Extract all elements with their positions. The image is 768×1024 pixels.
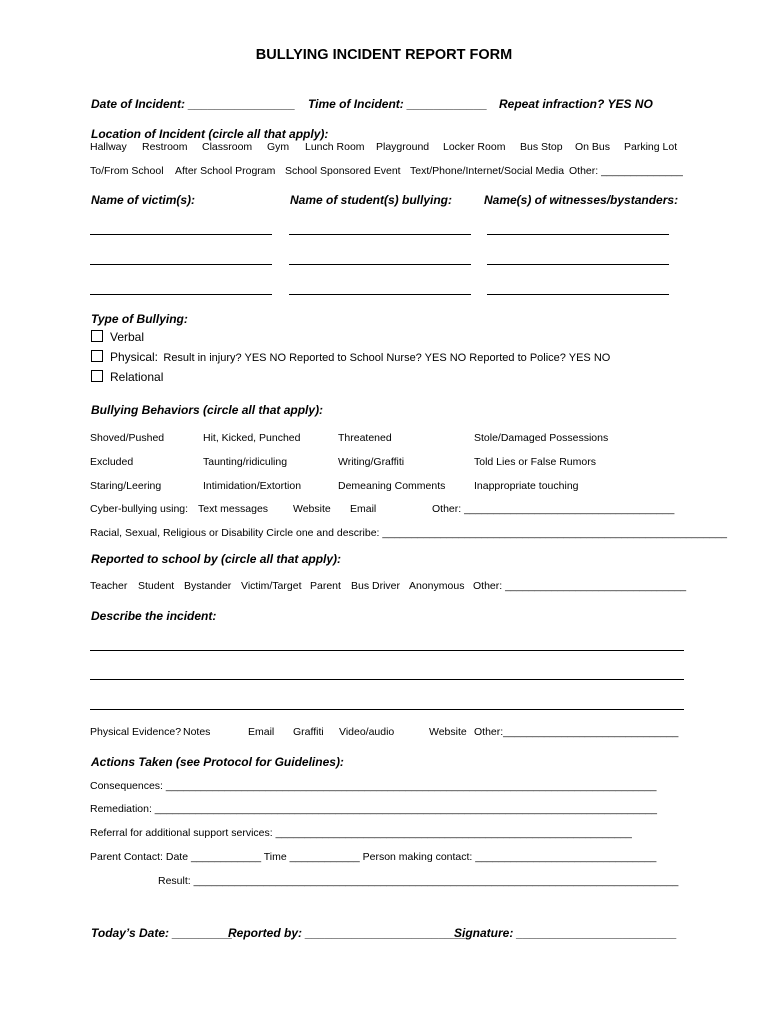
location-option[interactable]: Restroom — [142, 141, 188, 153]
location-option[interactable]: Bus Stop — [520, 141, 563, 153]
location-option[interactable]: Text/Phone/Internet/Social Media — [410, 165, 565, 177]
behavior-option[interactable]: Shoved/Pushed — [90, 432, 165, 444]
relational-option[interactable] — [91, 370, 163, 384]
witness-name-line[interactable] — [487, 294, 669, 295]
evidence-graffiti-option[interactable]: Graffiti — [293, 726, 324, 738]
victim-name-line[interactable] — [90, 294, 272, 295]
evidence-notes-option[interactable]: Notes — [183, 726, 211, 738]
location-option[interactable]: School Sponsored Event — [285, 165, 401, 177]
behavior-option[interactable]: Excluded — [90, 456, 134, 468]
physical-detail[interactable]: Result in injury? YES NO Reported to School Nurse? YES NO Reported to Police? YES NO — [163, 352, 611, 364]
behavior-option[interactable]: Threatened — [338, 432, 392, 444]
location-option[interactable]: To/From School — [90, 165, 164, 177]
location-option[interactable]: After School Program — [175, 165, 276, 177]
witness-name-line[interactable] — [487, 234, 669, 235]
cyber-website-option[interactable]: Website — [293, 503, 331, 515]
physical-checkbox[interactable] — [91, 350, 103, 362]
location-option[interactable]: Lunch Room — [305, 141, 365, 153]
victim-name-line[interactable] — [90, 264, 272, 265]
reported-heading: Reported to school by (circle all that apply): — [91, 552, 342, 566]
behavior-option[interactable]: Taunting/ridiculing — [203, 456, 288, 468]
victims-heading: Name of victim(s): — [91, 193, 196, 207]
behavior-option[interactable]: Hit, Kicked, Punched — [203, 432, 301, 444]
evidence-email-option[interactable]: Email — [248, 726, 275, 738]
type-of-bullying-heading: Type of Bullying: — [91, 312, 188, 326]
location-heading: Location of Incident (circle all that apply): — [91, 127, 329, 141]
reporter-option[interactable]: Bystander — [184, 580, 232, 592]
reporter-option[interactable]: Victim/Target — [241, 580, 302, 592]
physical-label: Physical: — [110, 350, 159, 364]
victim-name-line[interactable] — [90, 234, 272, 235]
behavior-option[interactable]: Demeaning Comments — [338, 480, 446, 492]
remediation-field[interactable]: Remediation: ______________________________________________________________________________________ — [90, 803, 657, 815]
parent-contact-field[interactable]: Parent Contact: Date ____________ Time ____________ Person making contact: _______________________________ — [90, 851, 657, 863]
verbal-option[interactable] — [91, 330, 144, 344]
location-option[interactable]: Playground — [376, 141, 430, 153]
student-bullying-name-line[interactable] — [289, 294, 471, 295]
behavior-option[interactable]: Writing/Graffiti — [338, 456, 405, 468]
time-of-incident-field[interactable]: Time of Incident: ____________ — [308, 97, 488, 111]
verbal-label: Verbal — [110, 330, 145, 344]
location-other-field[interactable]: Other: ______________ — [569, 165, 683, 177]
witness-name-line[interactable] — [487, 264, 669, 265]
behavior-option[interactable]: Stole/Damaged Possessions — [474, 432, 609, 444]
location-option[interactable]: Hallway — [90, 141, 127, 153]
behavior-option[interactable]: Staring/Leering — [90, 480, 162, 492]
evidence-other-field[interactable]: Other:______________________________ — [474, 726, 679, 738]
referral-field[interactable]: Referral for additional support services: _____________________________________________________________ — [90, 827, 632, 839]
evidence-video-option[interactable]: Video/audio — [339, 726, 395, 738]
location-option[interactable]: Gym — [267, 141, 290, 153]
cyber-email-option[interactable]: Email — [350, 503, 377, 515]
location-option[interactable]: On Bus — [575, 141, 611, 153]
cyber-other-field[interactable]: Other: ____________________________________ — [432, 503, 675, 515]
reporter-other-field[interactable]: Other: _______________________________ — [473, 580, 687, 592]
cyber-text-option[interactable]: Text messages — [198, 503, 269, 515]
student-bullying-name-line[interactable] — [289, 234, 471, 235]
date-of-incident-field[interactable]: Date of Incident: ________________ — [91, 97, 296, 111]
students-bullying-heading: Name of student(s) bullying: — [290, 193, 452, 207]
behavior-option[interactable]: Told Lies or False Rumors — [474, 456, 596, 468]
todays-date-field[interactable]: Today’s Date: _________ — [91, 926, 233, 940]
verbal-checkbox[interactable] — [91, 330, 103, 342]
student-bullying-name-line[interactable] — [289, 264, 471, 265]
relational-label: Relational — [110, 370, 164, 384]
evidence-website-option[interactable]: Website — [429, 726, 467, 738]
location-option[interactable]: Locker Room — [443, 141, 506, 153]
describe-line[interactable] — [90, 709, 684, 710]
signature-field[interactable]: Signature: ________________________ — [454, 926, 677, 940]
behavior-option[interactable]: Intimidation/Extortion — [203, 480, 302, 492]
reported-by-field[interactable]: Reported by: ________________________ — [228, 926, 466, 940]
consequences-field[interactable]: Consequences: ____________________________________________________________________________________ — [90, 780, 657, 792]
relational-checkbox[interactable] — [91, 370, 103, 382]
reporter-option[interactable]: Bus Driver — [351, 580, 401, 592]
witnesses-heading: Name(s) of witnesses/bystanders: — [484, 193, 679, 207]
behaviors-heading: Bullying Behaviors (circle all that apply): — [91, 403, 324, 417]
reporter-option[interactable]: Anonymous — [409, 580, 465, 592]
racial-describe-field[interactable]: Racial, Sexual, Religious or Disability Circle one and describe: ___________________________________________________________ — [90, 527, 727, 539]
reporter-option[interactable]: Parent — [310, 580, 341, 592]
repeat-infraction-choice[interactable]: Repeat infraction? YES NO — [499, 97, 653, 111]
describe-heading: Describe the incident: — [91, 609, 217, 623]
physical-option[interactable] — [91, 350, 610, 364]
reporter-option[interactable]: Student — [138, 580, 175, 592]
reporter-option[interactable]: Teacher — [90, 580, 128, 592]
cyber-bullying-label: Cyber-bullying using: — [90, 503, 189, 515]
actions-heading: Actions Taken (see Protocol for Guidelines): — [91, 755, 344, 769]
describe-line[interactable] — [90, 679, 684, 680]
result-field[interactable]: Result: ___________________________________________________________________________________ — [158, 875, 679, 887]
location-option[interactable]: Classroom — [202, 141, 253, 153]
location-option[interactable]: Parking Lot — [624, 141, 678, 153]
behavior-option[interactable]: Inappropriate touching — [474, 480, 579, 492]
describe-line[interactable] — [90, 650, 684, 651]
page-title: BULLYING INCIDENT REPORT FORM — [255, 47, 513, 63]
physical-evidence-label: Physical Evidence? — [90, 726, 182, 738]
